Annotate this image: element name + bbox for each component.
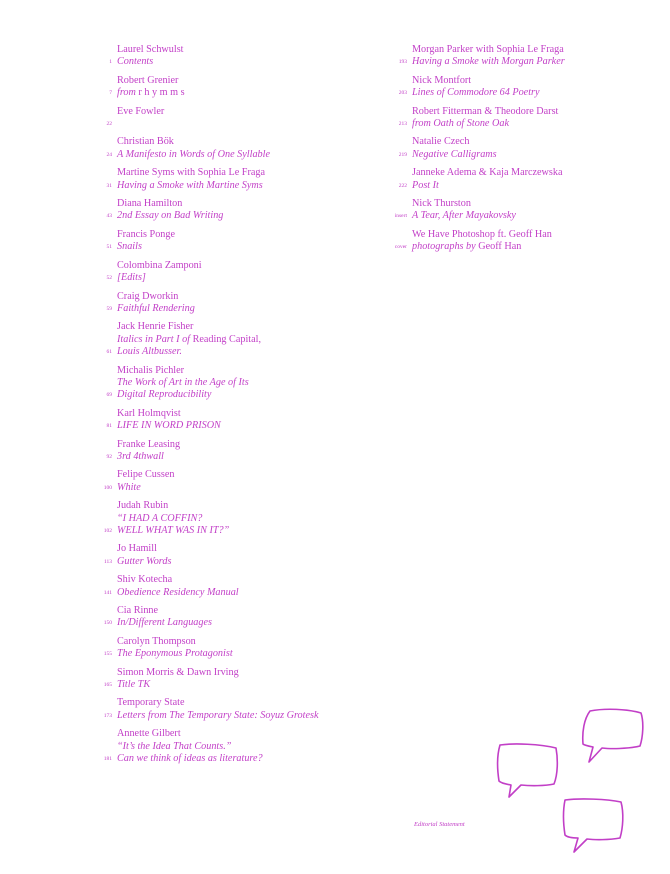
entry-page-number: 213 <box>398 121 407 128</box>
entry-page-number: 69 <box>106 392 112 399</box>
entry-title: White <box>117 481 141 493</box>
toc-entry-craig-dworkin[interactable] <box>90 291 380 316</box>
speech-bubble-icon <box>564 799 623 852</box>
toc-entry-christian-b-k[interactable] <box>90 136 380 161</box>
speech-bubble-icon <box>498 744 558 797</box>
entry-author: Craig Dworkin <box>117 290 179 302</box>
entry-title: from Oath of Stone Oak <box>412 118 509 130</box>
entry-author: Felipe Cussen <box>117 469 175 481</box>
entry-title: Having a Smoke with Martine Syms <box>117 179 263 191</box>
entry-title: “It’s the Idea That Counts.” Can we think of ideas as literature? <box>117 740 263 765</box>
entry-title: Lines of Commodore 64 Poetry <box>412 87 540 99</box>
entry-author: Martine Syms with Sophia Le Fraga <box>117 167 265 179</box>
entry-author: Shiv Kotecha <box>117 574 173 586</box>
entry-author: Annette Gilbert <box>117 728 181 740</box>
entry-title: Obedience Residency Manual <box>117 586 239 598</box>
entry-author: Robert Fitterman & Theodore Darst <box>412 105 559 117</box>
entry-title <box>117 87 380 99</box>
entry-page-number: 1 <box>109 59 112 66</box>
toc-entry-janneke-adema-kaja-marczewska[interactable] <box>385 167 655 192</box>
entry-title: “I HAD A COFFIN? WELL WHAT WAS IN IT?” <box>117 512 230 536</box>
entry-title: The Eponymous Protagonist <box>117 648 233 660</box>
entry-author: Jo Hamill <box>117 543 157 555</box>
entry-page-number: 141 <box>103 589 112 596</box>
entry-title <box>117 334 380 359</box>
entry-title: The Work of Art in the Age of Its Digital Reproducibility <box>117 376 249 401</box>
entry-page-number: 61 <box>106 349 112 356</box>
entry-title-roman: Geoff Han <box>478 241 522 253</box>
toc-entry-diana-hamilton[interactable] <box>90 198 380 223</box>
entry-page-number: cover <box>394 244 407 251</box>
entry-title: Contents <box>117 56 154 68</box>
entry-author: Nick Thurston <box>412 198 471 210</box>
entry-title: Gutter Words <box>117 555 172 567</box>
toc-entry-felipe-cussen[interactable] <box>90 469 380 494</box>
toc-entry-jo-hamill[interactable] <box>90 543 380 568</box>
toc-entry-martine-syms-with-sophia-le-fraga[interactable] <box>90 167 380 192</box>
toc-entry-laurel-schwulst[interactable] <box>90 44 380 69</box>
entry-author: Natalie Czech <box>412 136 470 148</box>
entry-title-italic: photographs by <box>412 241 479 253</box>
entry-title: Post It <box>412 179 439 191</box>
entry-page-number: 150 <box>103 620 112 627</box>
entry-author: Morgan Parker with Sophia Le Fraga <box>412 44 564 55</box>
toc-entry-robert-grenier[interactable] <box>90 75 380 100</box>
entry-title: Faithful Rendering <box>117 302 195 314</box>
entry-page-number: 24 <box>106 151 112 158</box>
toc-entry-simon-morris-dawn-irving[interactable] <box>90 667 380 692</box>
entry-page-number: 193 <box>398 59 407 66</box>
entry-author: Carolyn Thompson <box>117 635 196 647</box>
entry-title: 3rd 4thwall <box>117 450 164 462</box>
entry-page-number: 7 <box>109 90 112 97</box>
entry-page-number: 219 <box>398 151 407 158</box>
entry-page-number: 102 <box>103 528 112 534</box>
editorial-statement[interactable]: Editorial Statement <box>414 821 465 828</box>
toc-entry-colombina-zamponi[interactable] <box>90 260 380 285</box>
entry-author: Francis Ponge <box>117 228 176 240</box>
toc-entry-michalis-pichler[interactable] <box>90 365 380 402</box>
entry-title: Snails <box>117 241 142 253</box>
entry-title: 2nd Essay on Bad Writing <box>117 210 224 222</box>
entry-page-number: insert <box>394 213 407 220</box>
entry-author: Simon Morris & Dawn Irving <box>117 666 239 678</box>
entry-title: A Manifesto in Words of One Syllable <box>117 148 270 160</box>
entry-author: Karl Holmqvist <box>117 407 181 419</box>
entry-title-italic-suffix: Louis Altbusser. <box>117 346 182 358</box>
entry-page-number: 51 <box>106 244 112 251</box>
entry-page-number: 173 <box>103 712 112 719</box>
toc-entry-shiv-kotecha[interactable] <box>90 574 380 599</box>
entry-author: Jack Henrie Fisher <box>117 321 194 333</box>
entry-author: Judah Rubin <box>117 500 169 512</box>
entry-author: Robert Grenier <box>117 74 179 86</box>
toc-entry-eve-fowler[interactable] <box>90 106 380 131</box>
entry-title <box>412 241 655 253</box>
entry-author: Michalis Pichler <box>117 364 185 376</box>
toc-entry-nick-thurston[interactable] <box>385 198 655 223</box>
toc-entry-nick-montfort[interactable] <box>385 75 655 100</box>
entry-title: In/Different Languages <box>117 617 212 629</box>
entry-title: Title TK <box>117 679 151 691</box>
toc-entry-morgan-parker-with-sophia-le-fraga[interactable] <box>385 44 655 69</box>
entry-title: [Edits] <box>117 272 146 284</box>
toc-entry-we-have-photoshop-ft-geoff-han[interactable] <box>385 229 655 254</box>
entry-title: Having a Smoke with Morgan Parker <box>412 56 565 68</box>
entry-title: Letters from The Temporary State: Soyuz Grotesk <box>117 709 319 721</box>
toc-entry-jack-henrie-fisher[interactable] <box>90 321 380 358</box>
speech-bubble-icon <box>583 709 643 762</box>
entry-page-number: 100 <box>103 484 112 491</box>
toc-entry-natalie-czech[interactable] <box>385 136 655 161</box>
entry-author: We Have Photoshop ft. Geoff Han <box>412 228 552 240</box>
entry-author: Diana Hamilton <box>117 198 183 210</box>
entry-title-italic: Italics in Part I of <box>117 333 193 345</box>
entry-title: LIFE IN WORD PRISON <box>117 420 221 432</box>
entry-title-italic: from <box>117 87 136 99</box>
entry-page-number: 59 <box>106 305 112 312</box>
entry-author: Cia Rinne <box>117 605 159 617</box>
entry-page-number: 92 <box>106 453 112 460</box>
toc-entry-franke-leasing[interactable] <box>90 439 380 464</box>
toc-entry-karl-holmqvist[interactable] <box>90 408 380 433</box>
entry-author: Colombina Zamponi <box>117 259 202 271</box>
entry-page-number: 22 <box>106 121 112 128</box>
entry-page-number: 81 <box>106 423 112 430</box>
entry-page-number: 31 <box>106 182 112 189</box>
entry-page-number: 155 <box>103 651 112 658</box>
toc-entry-robert-fitterman-theodore-darst[interactable] <box>385 106 655 131</box>
entry-author: Nick Montfort <box>412 74 472 86</box>
toc-left-column <box>90 44 380 772</box>
toc-right-column <box>385 44 655 260</box>
entry-title: Negative Calligrams <box>412 148 497 160</box>
entry-author: Janneke Adema & Kaja Marczewska <box>412 167 563 179</box>
entry-author: Eve Fowler <box>117 105 165 117</box>
toc-entry-temporary-state[interactable] <box>90 697 380 722</box>
entry-title: A Tear, After Mayakovsky <box>412 210 516 222</box>
entry-page-number: 52 <box>106 275 112 282</box>
entry-author: Christian Bök <box>117 136 174 148</box>
toc-entry-judah-rubin[interactable] <box>90 500 380 537</box>
entry-page-number: 43 <box>106 213 112 220</box>
entry-author: Laurel Schwulst <box>117 44 184 55</box>
entry-author: Temporary State <box>117 697 185 709</box>
entry-page-number: 203 <box>398 90 407 97</box>
toc-entry-carolyn-thompson[interactable] <box>90 636 380 661</box>
toc-entry-annette-gilbert[interactable] <box>90 728 380 765</box>
entry-page-number: 165 <box>103 682 112 689</box>
entry-page-number: 222 <box>398 182 407 189</box>
toc-entry-cia-rinne[interactable] <box>90 605 380 630</box>
entry-title <box>117 118 380 130</box>
entry-title-roman: r h y m m s <box>135 87 185 99</box>
entry-title-roman: Reading Capital, <box>192 333 262 345</box>
entry-author: Franke Leasing <box>117 438 181 450</box>
toc-entry-francis-ponge[interactable] <box>90 229 380 254</box>
entry-page-number: 113 <box>103 558 112 565</box>
entry-page-number: 181 <box>103 756 112 763</box>
